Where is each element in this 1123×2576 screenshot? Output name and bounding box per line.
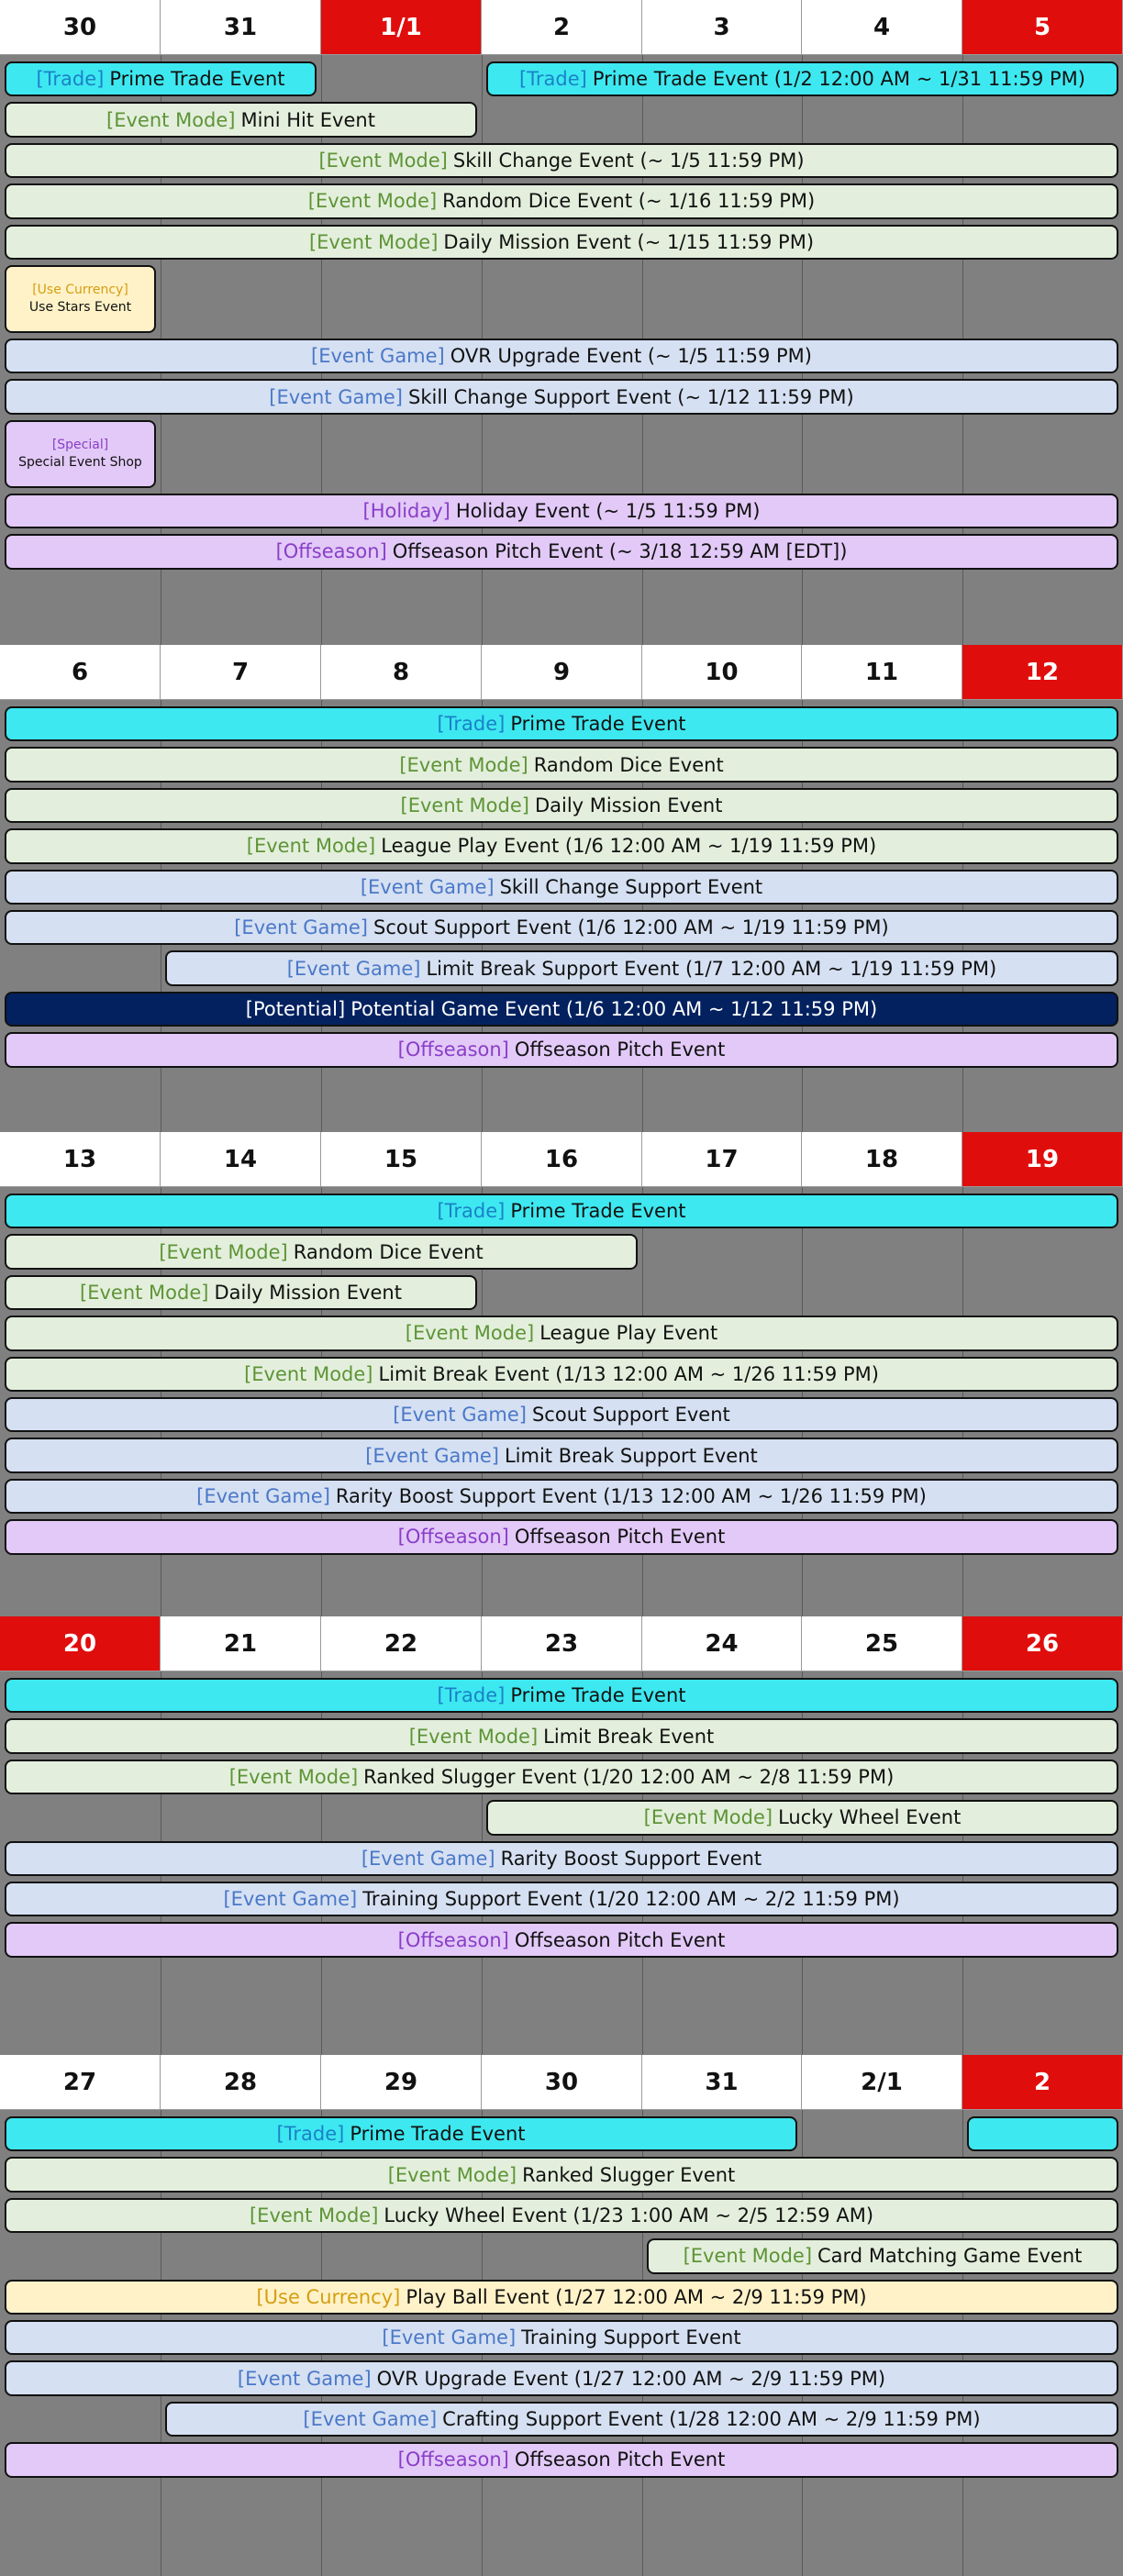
event-bar[interactable] [5,2280,1118,2315]
event-category-tag: [Event Mode] [405,1322,535,1345]
day-header: 2 [482,0,642,55]
day-header: 3 [642,0,802,55]
event-bar[interactable] [967,2116,1118,2151]
event-title: Skill Change Event (~ 1/5 11:59 PM) [452,149,805,172]
event-title: Card Matching Game Event [817,2245,1083,2268]
day-header: 24 [642,1616,802,1671]
event-title: Limit Break Support Event (1/7 12:00 AM ~ 1/19 11:59 PM) [426,957,997,980]
event-title: Offseason Pitch Event [514,1038,726,1061]
event-category-tag: [Event Mode] [307,190,438,213]
event-category-tag: [Event Mode] [408,1725,539,1748]
day-header: 21 [161,1616,321,1671]
event-title: Prime Trade Event [109,68,285,91]
event-category-tag: [Event Mode] [387,2163,517,2186]
event-category-tag: [Event Game] [196,1484,330,1507]
event-bar[interactable] [5,339,1118,373]
day-header: 25 [802,1616,962,1671]
event-category-tag: [Event Mode] [400,794,529,816]
day-header: 11 [802,645,962,700]
event-bar[interactable] [5,1922,1118,1957]
event-category-tag: [Event Game] [286,957,421,980]
event-bar[interactable] [5,992,1118,1027]
event-bar[interactable] [5,1760,1118,1794]
event-title: Lucky Wheel Event (1/23 1:00 AM ~ 2/5 12:59 AM) [384,2204,874,2226]
event-bar[interactable] [5,1194,1118,1228]
event-title: Skill Change Support Event [499,875,763,898]
event-category-tag: [Event Game] [382,2326,517,2349]
day-header: 1/1 [321,0,482,55]
event-title: OVR Upgrade Event (1/27 12:00 AM ~ 2/9 11:59 PM) [376,2367,886,2390]
event-category-tag: [Event Mode] [244,1362,373,1385]
event-title: Offseason Pitch Event [514,1526,726,1549]
event-bar[interactable] [5,1841,1118,1876]
event-title: Lucky Wheel Event [778,1806,962,1829]
event-bar[interactable] [5,788,1118,823]
event-bar[interactable] [5,2360,1118,2395]
event-title: Prime Trade Event [350,2123,526,2146]
day-header: 18 [802,1132,962,1187]
event-category-tag: [Event Game] [360,875,495,898]
event-bar[interactable] [5,1357,1118,1392]
event-category-tag: [Event Mode] [249,2204,379,2226]
event-title: Prime Trade Event [510,713,686,736]
event-category-tag: [Event Game] [361,1847,495,1870]
day-header: 30 [0,0,161,55]
day-header: 4 [802,0,962,55]
event-category-tag: [Event Mode] [399,753,528,776]
event-category-tag: [Trade] [36,68,105,91]
event-bar[interactable] [486,61,1118,96]
event-title: Random Dice Event [533,753,724,776]
event-title: Daily Mission Event [534,794,723,816]
day-header: 20 [0,1616,161,1671]
event-bar[interactable] [165,2402,1118,2437]
day-header: 19 [962,1132,1123,1187]
calendar-week [0,0,1123,645]
event-bar[interactable] [5,61,317,96]
event-bar[interactable] [5,494,1118,528]
calendar-week [0,645,1123,1132]
event-title: Prime Trade Event [510,1684,686,1707]
event-category-tag: [Use Currency] [256,2285,401,2308]
event-title: Scout Support Event [531,1404,730,1427]
event-category-tag: [Event Mode] [318,149,448,172]
event-bar[interactable] [5,1718,1118,1753]
event-bar[interactable] [5,1438,1118,1472]
day-header: 9 [482,645,642,700]
event-bar[interactable] [165,950,1118,985]
event-title: Offseason Pitch Event [514,2448,726,2471]
event-bar[interactable] [5,2320,1118,2355]
event-bar[interactable] [5,2116,797,2151]
event-category-tag: [Event Mode] [228,1765,359,1788]
event-title: Offseason Pitch Event (~ 3/18 12:59 AM [EDT]) [392,540,848,563]
event-bar[interactable] [5,828,1118,863]
event-category-tag: [Trade] [437,1200,506,1223]
event-bar[interactable] [486,1800,1118,1835]
event-title: League Play Event [539,1322,718,1345]
event-category-tag: [Special] [51,437,109,452]
event-category-tag: [Holiday] [362,499,450,522]
day-header: 31 [642,2055,802,2110]
event-bar[interactable] [5,2157,1118,2192]
event-category-tag: [Event Game] [237,2367,372,2390]
event-category-tag: [Event Mode] [246,835,376,858]
event-title: Random Dice Event (~ 1/16 11:59 PM) [442,190,816,213]
event-title: Limit Break Event (1/13 12:00 AM ~ 1/26 11:59 PM) [378,1362,879,1385]
event-bar[interactable] [5,265,156,333]
event-title: Training Support Event [521,2326,741,2349]
day-header: 23 [482,1616,642,1671]
day-header: 30 [482,2055,642,2110]
event-category-tag: [Event Mode] [308,230,439,253]
event-title: League Play Event (1/6 12:00 AM ~ 1/19 11:59 PM) [381,835,877,858]
event-category-tag: [Trade] [437,1684,506,1707]
day-header: 13 [0,1132,161,1187]
event-title: Offseason Pitch Event [514,1928,726,1951]
event-category-tag: [Trade] [437,713,506,736]
event-bar[interactable] [5,1316,1118,1350]
event-category-tag: [Offseason] [275,540,387,563]
day-header: 14 [161,1132,321,1187]
event-category-tag: [Offseason] [397,2448,509,2471]
event-category-tag: [Event Mode] [80,1281,209,1304]
event-bar[interactable] [5,379,1118,414]
event-bar[interactable] [5,1882,1118,1916]
day-header: 12 [962,645,1123,700]
day-header: 26 [962,1616,1123,1671]
event-title: Daily Mission Event [214,1281,402,1304]
event-category-tag: [Event Game] [365,1444,499,1467]
event-category-tag: [Trade] [276,2123,345,2146]
event-bar[interactable] [5,534,1118,569]
day-header: 2/1 [802,2055,962,2110]
day-header: 27 [0,2055,161,2110]
event-title: Ranked Slugger Event (1/20 12:00 AM ~ 2/8 11:59 PM) [363,1765,895,1788]
day-header: 7 [161,645,321,700]
event-category-tag: [Event Game] [393,1404,527,1427]
event-category-tag: [Event Mode] [159,1240,288,1263]
day-header: 5 [962,0,1123,55]
event-category-tag: [Trade] [518,68,587,91]
day-header: 16 [482,1132,642,1187]
event-bar[interactable] [5,1678,1118,1713]
day-header: 10 [642,645,802,700]
event-title: Special Event Shop [18,454,142,470]
day-header: 6 [0,645,161,700]
event-bar[interactable] [647,2238,1118,2273]
event-title: Play Ball Event (1/27 12:00 AM ~ 2/9 11:59 PM) [406,2285,867,2308]
event-title: Training Support Event (1/20 12:00 AM ~ 2/2 11:59 PM) [362,1888,900,1911]
event-bar[interactable] [5,420,156,488]
event-title: Prime Trade Event [510,1200,686,1223]
event-category-tag: [Event Game] [234,916,368,939]
event-title: Crafting Support Event (1/28 12:00 AM ~ 2/9 11:59 PM) [442,2407,981,2430]
event-title: OVR Upgrade Event (~ 1/5 11:59 PM) [450,345,812,368]
day-header: 17 [642,1132,802,1187]
event-bar[interactable] [5,747,1118,782]
event-title: Random Dice Event [293,1240,484,1263]
event-bar[interactable] [5,1032,1118,1067]
event-title: Skill Change Support Event (~ 1/12 11:59 PM) [408,385,854,408]
event-category-tag: [Use Currency] [32,283,128,297]
event-category-tag: [Offseason] [397,1928,509,1951]
event-category-tag: [Event Mode] [683,2245,813,2268]
event-bar[interactable] [5,910,1118,945]
event-title: Daily Mission Event (~ 1/15 11:59 PM) [443,230,815,253]
event-bar[interactable] [5,143,1118,178]
event-bar[interactable] [5,870,1118,905]
event-bar[interactable] [5,225,1118,260]
event-category-tag: [Event Game] [269,385,403,408]
event-bar[interactable] [5,183,1118,218]
event-category-tag: [Event Mode] [106,108,236,131]
event-category-tag: [Event Game] [311,345,445,368]
event-category-tag: [Event Game] [223,1888,358,1911]
event-bar[interactable] [5,1275,477,1310]
event-title: Limit Break Event [543,1725,715,1748]
event-category-tag: [Event Game] [303,2407,438,2430]
day-header: 8 [321,645,482,700]
event-title: Potential Game Event (1/6 12:00 AM ~ 1/12 11:59 PM) [350,997,878,1020]
event-bar[interactable] [5,102,477,137]
event-title: Scout Support Event (1/6 12:00 AM ~ 1/19 11:59 PM) [372,916,889,939]
event-category-tag: [Offseason] [397,1526,509,1549]
day-header: 22 [321,1616,482,1671]
event-category-tag: [Potential] [245,997,346,1020]
event-bar[interactable] [5,1234,638,1269]
calendar-week [0,1616,1123,2055]
event-title: Prime Trade Event (1/2 12:00 AM ~ 1/31 11:59 PM) [592,68,1085,91]
calendar-week [0,1132,1123,1616]
event-bar[interactable] [5,2198,1118,2233]
event-title: Rarity Boost Support Event (1/13 12:00 AM ~ 1/26 11:59 PM) [335,1484,927,1507]
day-header: 2 [962,2055,1123,2110]
event-bar[interactable] [5,1479,1118,1514]
event-title: Mini Hit Event [240,108,375,131]
event-bar[interactable] [5,1397,1118,1432]
event-category-tag: [Offseason] [397,1038,509,1061]
event-title: Rarity Boost Support Event [500,1847,762,1870]
event-title: Use Stars Event [28,300,132,315]
event-title: Holiday Event (~ 1/5 11:59 PM) [455,499,761,522]
event-title: Limit Break Support Event [504,1444,758,1467]
day-header: 31 [161,0,321,55]
event-bar[interactable] [5,2442,1118,2477]
day-header: 15 [321,1132,482,1187]
day-header: 28 [161,2055,321,2110]
calendar-week [0,2055,1123,2576]
day-header: 29 [321,2055,482,2110]
event-title: Ranked Slugger Event [522,2163,736,2186]
event-bar[interactable] [5,1519,1118,1554]
event-bar[interactable] [5,706,1118,741]
event-category-tag: [Event Mode] [643,1806,773,1829]
